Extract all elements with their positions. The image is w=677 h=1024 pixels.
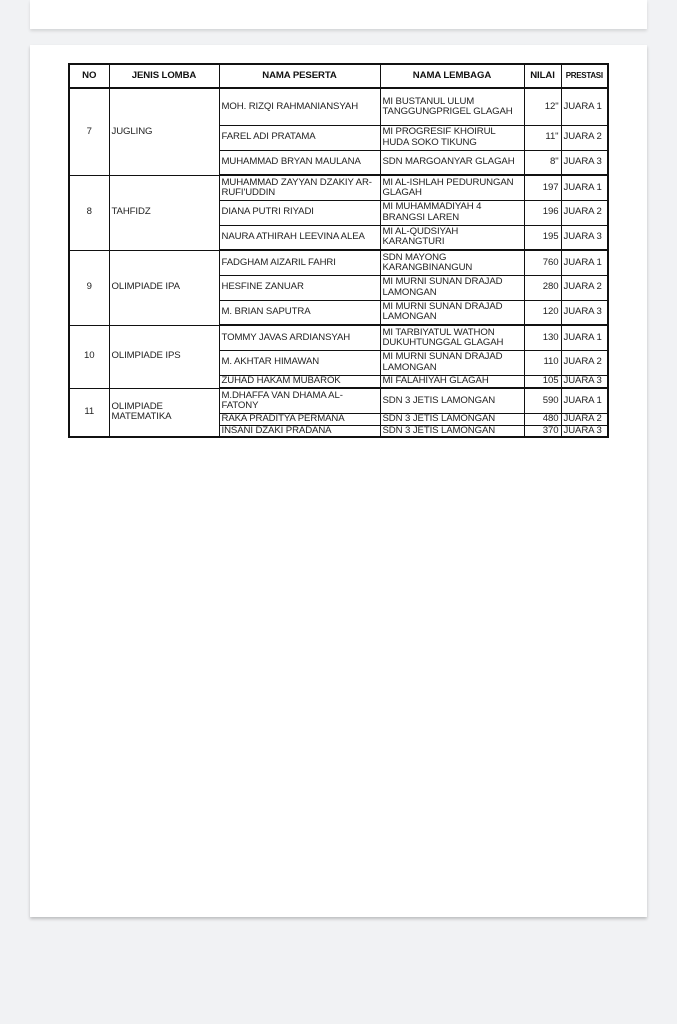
cell-nilai: 280: [524, 275, 561, 300]
cell-nilai: 8": [524, 150, 561, 175]
cell-no: 11: [69, 388, 109, 437]
cell-nilai: 120: [524, 300, 561, 325]
cell-prestasi: JUARA 1: [561, 175, 608, 200]
cell-nama-lembaga: MI TARBIYATUL WATHON DUKUHTUNGGAL GLAGAH: [380, 325, 524, 350]
cell-prestasi: JUARA 3: [561, 375, 608, 388]
cell-prestasi: JUARA 1: [561, 325, 608, 350]
cell-nama-lembaga: MI AL-ISHLAH PEDURUNGAN GLAGAH: [380, 175, 524, 200]
cell-nama-lembaga: MI AL-QUDSIYAH KARANGTURI: [380, 225, 524, 250]
table-body: [69, 88, 608, 437]
cell-nama-lembaga: SDN MAYONG KARANGBINANGUN: [380, 250, 524, 275]
cell-prestasi: JUARA 1: [561, 88, 608, 125]
cell-nama-lembaga: SDN 3 JETIS LAMONGAN: [380, 413, 524, 425]
cell-nilai: 480: [524, 413, 561, 425]
header-jenis-lomba: JENIS LOMBA: [109, 64, 219, 88]
cell-prestasi: JUARA 2: [561, 200, 608, 225]
previous-page: [30, 0, 647, 29]
cell-jenis-lomba: OLIMPIADE IPS: [109, 325, 219, 388]
cell-no: 7: [69, 88, 109, 175]
cell-nama-lembaga: MI MURNI SUNAN DRAJAD LAMONGAN: [380, 350, 524, 375]
cell-nama-peserta: ZUHAD HAKAM MUBAROK: [219, 375, 380, 388]
cell-nama-lembaga: SDN MARGOANYAR GLAGAH: [380, 150, 524, 175]
cell-nama-lembaga: MI FALAHIYAH GLAGAH: [380, 375, 524, 388]
cell-no: 8: [69, 175, 109, 250]
cell-nilai: 370: [524, 425, 561, 437]
cell-prestasi: JUARA 3: [561, 300, 608, 325]
cell-nama-peserta: INSANI DZAKI PRADANA: [219, 425, 380, 437]
cell-nama-peserta: HESFINE ZANUAR: [219, 275, 380, 300]
cell-nilai: 110: [524, 350, 561, 375]
cell-prestasi: JUARA 3: [561, 425, 608, 437]
cell-nama-peserta: MUHAMMAD BRYAN MAULANA: [219, 150, 380, 175]
cell-no: 10: [69, 325, 109, 388]
header-nama-lembaga: NAMA LEMBAGA: [380, 64, 524, 88]
cell-no: 9: [69, 250, 109, 325]
cell-nama-lembaga: MI PROGRESIF KHOIRUL HUDA SOKO TIKUNG: [380, 125, 524, 150]
table-row: [69, 250, 608, 275]
cell-prestasi: JUARA 3: [561, 150, 608, 175]
header-nama-peserta: NAMA PESERTA: [219, 64, 380, 88]
cell-nama-peserta: TOMMY JAVAS ARDIANSYAH: [219, 325, 380, 350]
cell-nama-peserta: NAURA ATHIRAH LEEVINA ALEA: [219, 225, 380, 250]
header-prestasi: PRESTASI: [561, 64, 608, 88]
cell-prestasi: JUARA 1: [561, 388, 608, 413]
cell-nama-peserta: M.DHAFFA VAN DHAMA AL-FATONY: [219, 388, 380, 413]
cell-nama-lembaga: SDN 3 JETIS LAMONGAN: [380, 388, 524, 413]
cell-prestasi: JUARA 3: [561, 225, 608, 250]
cell-nama-peserta: M. AKHTAR HIMAWAN: [219, 350, 380, 375]
cell-nama-lembaga: MI MUHAMMADIYAH 4 BRANGSI LAREN: [380, 200, 524, 225]
table-row: [69, 175, 608, 200]
cell-prestasi: JUARA 1: [561, 250, 608, 275]
header-nilai: NILAI: [524, 64, 561, 88]
cell-nama-peserta: DIANA PUTRI RIYADI: [219, 200, 380, 225]
table-row: [69, 388, 608, 413]
cell-jenis-lomba: TAHFIDZ: [109, 175, 219, 250]
cell-nilai: 12": [524, 88, 561, 125]
cell-nilai: 590: [524, 388, 561, 413]
cell-nilai: 11": [524, 125, 561, 150]
cell-nilai: 130: [524, 325, 561, 350]
cell-nama-peserta: FAREL ADI PRATAMA: [219, 125, 380, 150]
cell-prestasi: JUARA 2: [561, 125, 608, 150]
cell-prestasi: JUARA 2: [561, 275, 608, 300]
header-no: NO: [69, 64, 109, 88]
cell-nama-lembaga: MI BUSTANUL ULUM TANGGUNGPRIGEL GLAGAH: [380, 88, 524, 125]
cell-nilai: 197: [524, 175, 561, 200]
cell-nama-lembaga: MI MURNI SUNAN DRAJAD LAMONGAN: [380, 300, 524, 325]
cell-nama-peserta: FADGHAM AIZARIL FAHRI: [219, 250, 380, 275]
cell-nilai: 105: [524, 375, 561, 388]
table-header-row: [69, 64, 608, 88]
cell-nilai: 196: [524, 200, 561, 225]
cell-jenis-lomba: OLIMPIADE IPA: [109, 250, 219, 325]
document-page: [30, 45, 647, 917]
cell-nama-peserta: RAKA PRADITYA PERMANA: [219, 413, 380, 425]
cell-nilai: 195: [524, 225, 561, 250]
cell-prestasi: JUARA 2: [561, 413, 608, 425]
table-row: [69, 325, 608, 350]
cell-nama-peserta: MOH. RIZQI RAHMANIANSYAH: [219, 88, 380, 125]
cell-nama-lembaga: SDN 3 JETIS LAMONGAN: [380, 425, 524, 437]
cell-jenis-lomba: OLIMPIADE MATEMATIKA: [109, 388, 219, 437]
cell-nilai: 760: [524, 250, 561, 275]
cell-nama-lembaga: MI MURNI SUNAN DRAJAD LAMONGAN: [380, 275, 524, 300]
table-row: [69, 88, 608, 125]
cell-nama-peserta: M. BRIAN SAPUTRA: [219, 300, 380, 325]
cell-prestasi: JUARA 2: [561, 350, 608, 375]
cell-nama-peserta: MUHAMMAD ZAYYAN DZAKIY AR-RUFI'UDDIN: [219, 175, 380, 200]
cell-jenis-lomba: JUGLING: [109, 88, 219, 175]
results-table: [68, 63, 609, 438]
